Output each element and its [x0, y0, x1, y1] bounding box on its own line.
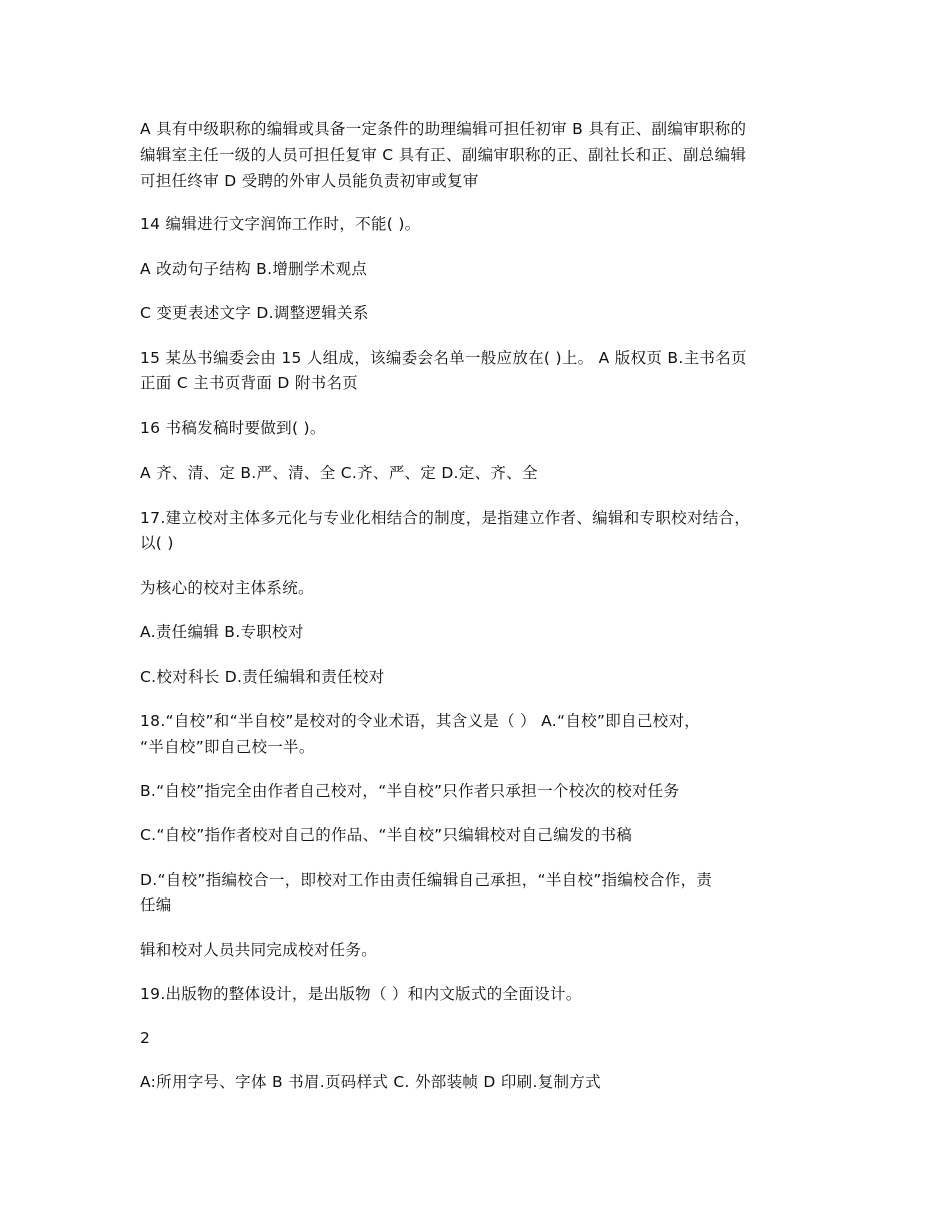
text-line: C.“自校”指作者校对自己的作品、“半自校”只编辑校对自己编发的书稿: [140, 826, 633, 844]
text-line: A 齐、清、定 B.严、清、全 C.齐、严、定 D.定、齐、全: [140, 464, 538, 482]
text-line: B.“自校”指完全由作者自己校对，“半自校”只作者只承担一个校次的校对任务: [140, 782, 680, 800]
text-line: 正面 C 主书页背面 D 附书名页: [140, 374, 359, 392]
text-line: A 具有中级职称的编辑或具备一定条件的助理编辑可担任初审 B 具有正、副编审职称的: [140, 120, 747, 138]
text-line: A:所用字号、字体 B 书眉.页码样式 C. 外部装帧 D 印刷.复制方式: [140, 1073, 601, 1091]
text-line: “半自校”即自己校一半。: [140, 738, 315, 756]
question-15: 15 某丛书编委会由 15 人组成，该编委会名单一般应放在( )上。 A 版权页 B.主书名页: [140, 349, 747, 367]
text-line: 辑和校对人员共同完成校对任务。: [140, 941, 378, 959]
text-line: 以( ): [140, 534, 174, 552]
question-14: 14 编辑进行文字润饰工作时，不能( )。: [140, 215, 421, 233]
question-18: 18.“自校”和“半自校”是校对的令业术语，其含义是（ ） A.“自校”即自己校对，: [140, 712, 701, 730]
question-16: 16 书稿发稿时要做到( )。: [140, 419, 326, 437]
text-line: 任编: [140, 896, 172, 914]
text-line: 编辑室主任一级的人员可担任复审 C 具有正、副编审职称的正、副社长和正、副总编辑: [140, 146, 747, 164]
text-line: A.责任编辑 B.专职校对: [140, 623, 304, 641]
text-line: C.校对科长 D.责任编辑和责任校对: [140, 668, 385, 686]
question-19: 19.出版物的整体设计，是出版物（ ）和内文版式的全面设计。: [140, 985, 582, 1003]
question-17: 17.建立校对主体多元化与专业化相结合的制度，是指建立作者、编辑和专职校对结合，: [140, 509, 751, 527]
page-number: 2: [140, 1029, 151, 1047]
text-line: 为核心的校对主体系统。: [140, 579, 314, 597]
text-line: A 改动句子结构 B.增删学术观点: [140, 260, 368, 278]
text-line: C 变更表述文字 D.调整逻辑关系: [140, 304, 369, 322]
text-line: D.“自校”指编校合一，即校对工作由责任编辑自己承担，“半自校”指编校合作，责: [140, 871, 713, 889]
text-line: 可担任终审 D 受聘的外审人员能负责初审或复审: [140, 172, 479, 190]
